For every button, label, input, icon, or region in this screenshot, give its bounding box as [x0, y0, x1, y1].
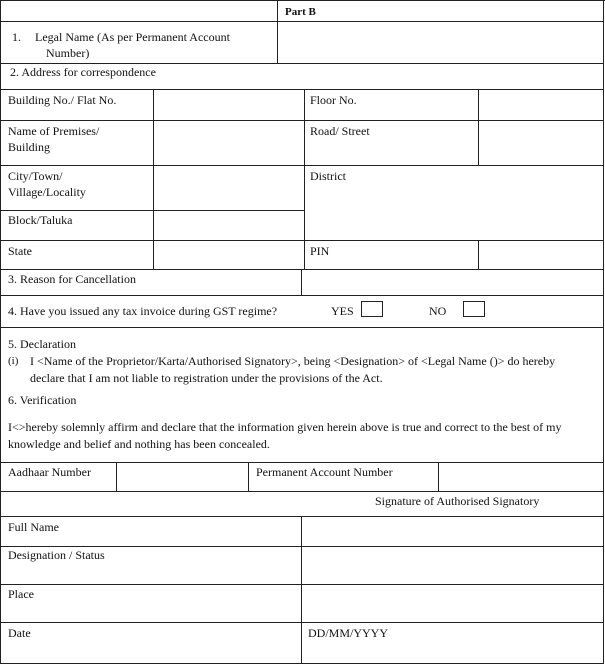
- rule: [301, 269, 302, 296]
- rule: [0, 89, 604, 90]
- legal-name-value[interactable]: [285, 29, 595, 45]
- full-name-label: Full Name: [8, 520, 59, 534]
- legal-name-label-line1: Legal Name (As per Permanent Account: [35, 30, 230, 44]
- rule: [0, 327, 604, 328]
- place-value[interactable]: [308, 588, 596, 616]
- city-label-line1: City/Town/: [8, 169, 63, 183]
- pin-value[interactable]: [484, 243, 596, 265]
- rule: [0, 491, 604, 492]
- rule: [277, 0, 278, 21]
- rule: [0, 516, 604, 517]
- building-value[interactable]: [158, 92, 298, 114]
- rule: [0, 0, 605, 1]
- rule: [0, 462, 604, 463]
- rule: [304, 89, 305, 269]
- verification-text-line2: knowledge and belief and nothing has been concealed.: [8, 437, 270, 451]
- address-section-label: 2. Address for correspondence: [10, 65, 156, 79]
- place-label: Place: [8, 587, 34, 601]
- no-checkbox[interactable]: [463, 301, 485, 317]
- state-label: State: [8, 244, 32, 258]
- rule: [0, 663, 604, 664]
- aadhaar-value[interactable]: [122, 466, 242, 486]
- floor-value[interactable]: [484, 92, 596, 114]
- pan-value[interactable]: [444, 466, 596, 486]
- rule: [603, 0, 604, 664]
- floor-label: Floor No.: [310, 93, 357, 107]
- date-value[interactable]: DD/MM/YYYY: [308, 626, 389, 640]
- yes-label: YES: [331, 304, 354, 318]
- designation-label: Designation / Status: [8, 548, 105, 562]
- pin-label: PIN: [310, 244, 330, 258]
- city-value[interactable]: [158, 168, 298, 204]
- verification-text-line1: I<>hereby solemnly affirm and declare that the information given herein above is true and correct to the best of my: [8, 420, 562, 434]
- designation-value[interactable]: [308, 550, 596, 578]
- rule: [438, 462, 439, 491]
- rule: [0, 240, 604, 241]
- block-value[interactable]: [158, 212, 298, 234]
- cancellation-reason-value[interactable]: [308, 273, 596, 291]
- rule: [0, 21, 604, 22]
- declaration-item-marker: (i): [8, 355, 19, 367]
- rule: [248, 462, 249, 491]
- rule: [0, 210, 304, 211]
- legal-name-number: 1.: [12, 30, 21, 44]
- pan-label: Permanent Account Number: [256, 465, 393, 479]
- rule: [0, 165, 604, 166]
- date-label: Date: [8, 626, 31, 640]
- rule: [0, 120, 604, 121]
- rule: [277, 21, 278, 63]
- rule: [0, 0, 1, 664]
- premises-value[interactable]: [158, 123, 298, 159]
- full-name-value[interactable]: [308, 520, 596, 542]
- aadhaar-label: Aadhaar Number: [8, 465, 91, 479]
- cancellation-reason-label: 3. Reason for Cancellation: [8, 272, 136, 286]
- road-value[interactable]: [484, 123, 596, 159]
- legal-name-label-line2: Number): [46, 46, 90, 60]
- building-label: Building No./ Flat No.: [8, 93, 117, 107]
- yes-checkbox[interactable]: [361, 301, 383, 317]
- verification-heading: 6. Verification: [8, 393, 77, 407]
- rule: [478, 89, 479, 165]
- signature-label: Signature of Authorised Signatory: [375, 494, 540, 508]
- part-title: Part B: [285, 6, 316, 18]
- rule: [0, 622, 604, 623]
- rule: [0, 269, 604, 270]
- declaration-heading: 5. Declaration: [8, 337, 76, 351]
- declaration-text-line1: I <Name of the Proprietor/Karta/Authorised Signatory>, being <Designation> of <Legal Name ()> do hereby: [30, 354, 556, 368]
- premises-label-line1: Name of Premises/: [8, 124, 100, 138]
- block-label: Block/Taluka: [8, 213, 73, 227]
- declaration-text-line2: declare that I am not liable to registration under the provisions of the Act.: [30, 371, 383, 385]
- rule: [478, 240, 479, 269]
- tax-invoice-question: 4. Have you issued any tax invoice during GST regime?: [8, 304, 278, 318]
- district-value[interactable]: [310, 188, 596, 234]
- road-label: Road/ Street: [310, 124, 370, 138]
- rule: [301, 516, 302, 664]
- state-value[interactable]: [158, 243, 298, 265]
- no-label: NO: [429, 304, 447, 318]
- city-label-line2: Village/Locality: [8, 185, 86, 199]
- district-label: District: [310, 169, 346, 183]
- rule: [116, 462, 117, 491]
- rule: [153, 89, 154, 269]
- rule: [0, 295, 604, 296]
- rule: [0, 584, 604, 585]
- premises-label-line2: Building: [8, 140, 51, 154]
